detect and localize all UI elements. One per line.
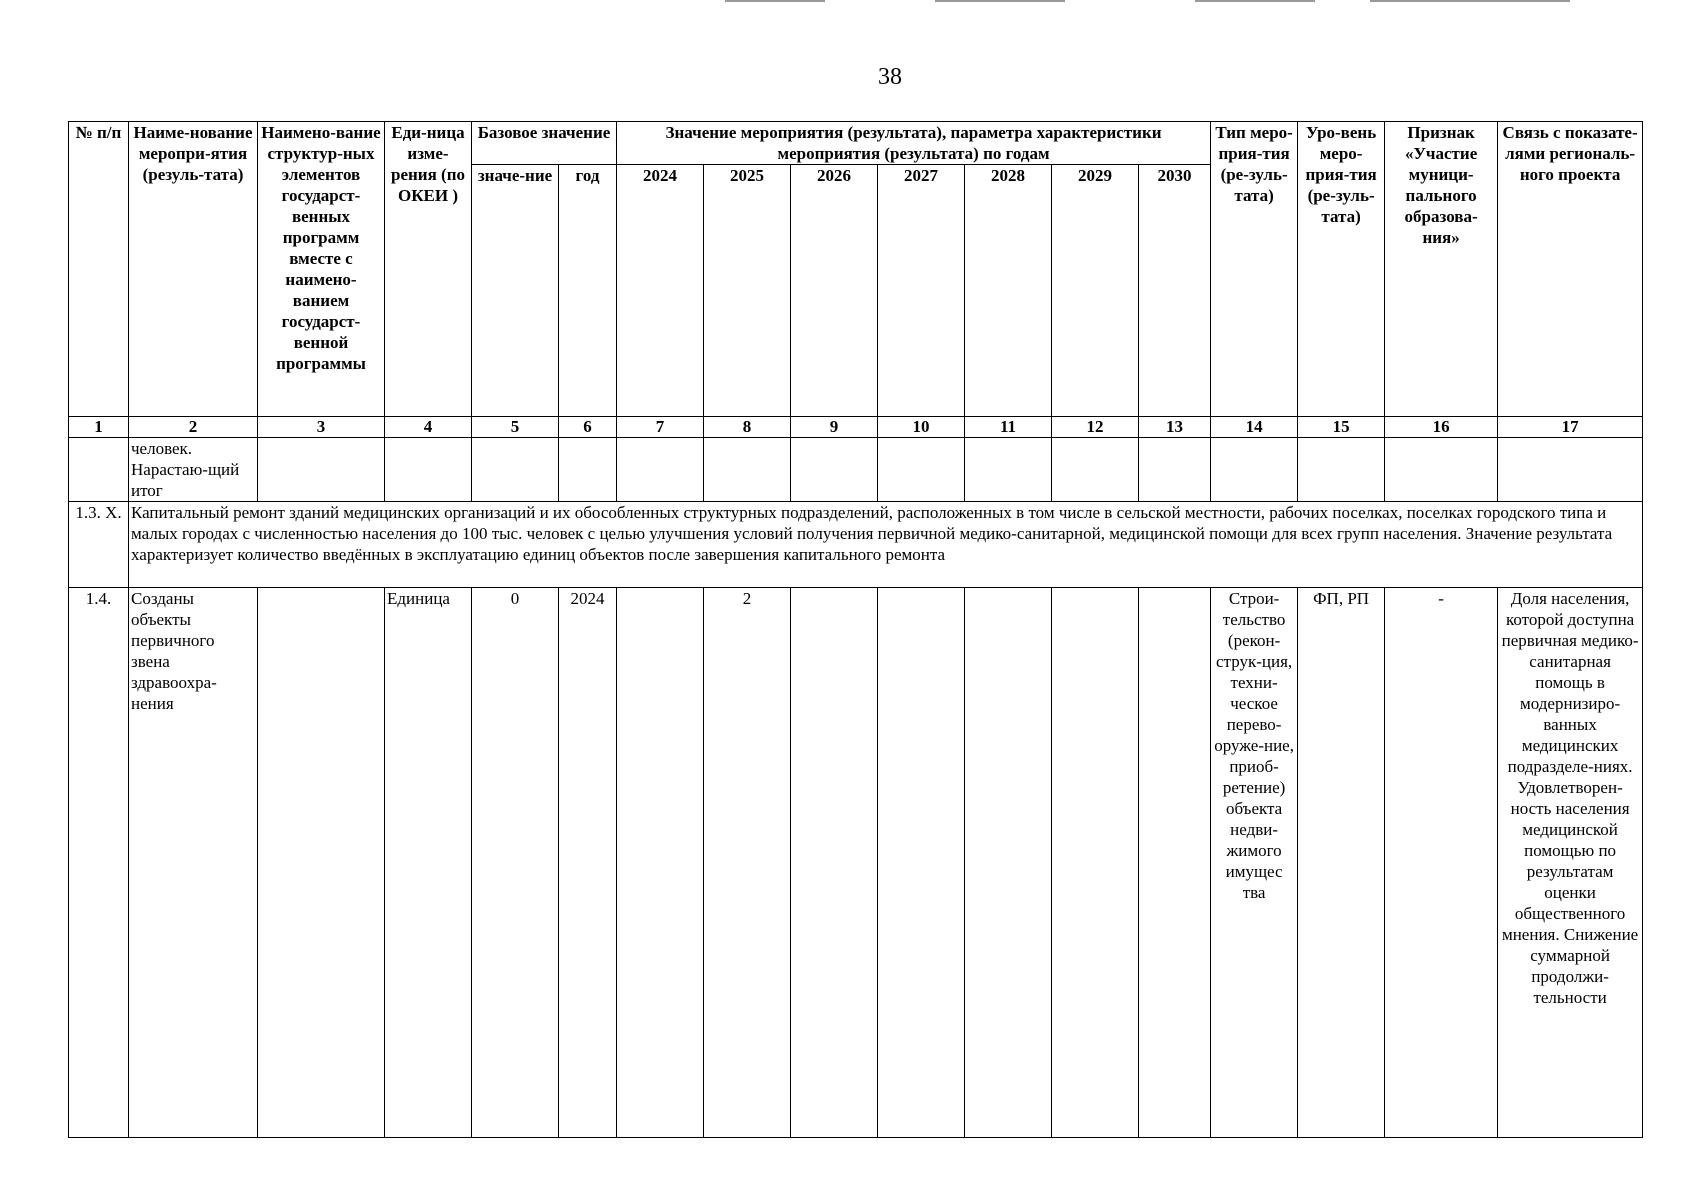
header-measure-type: Тип меро-прия-тия (ре-зуль-тата) — [1211, 122, 1298, 417]
item-number: 1.4. — [69, 588, 129, 1138]
empty-cell — [965, 588, 1052, 1138]
scan-edge-line — [1370, 0, 1570, 2]
column-number: 1 — [69, 417, 129, 438]
empty-cell — [878, 588, 965, 1138]
item-row — [69, 588, 1643, 1138]
scan-edge-line — [725, 0, 825, 2]
column-number-row — [69, 417, 1643, 438]
empty-cell — [791, 438, 878, 502]
empty-cell — [1052, 588, 1139, 1138]
header-year: 2025 — [704, 165, 791, 417]
empty-cell — [791, 588, 878, 1138]
page-number: 38 — [878, 64, 902, 90]
empty-cell — [385, 438, 472, 502]
empty-cell — [1298, 438, 1385, 502]
column-number: 11 — [965, 417, 1052, 438]
header-base-value-group: Базовое значение — [472, 122, 617, 165]
header-row-1 — [69, 122, 1643, 165]
header-years-group: Значение мероприятия (результата), параметра характеристики мероприятия (результата) по годам — [617, 122, 1211, 165]
item-unit: Единица — [385, 588, 472, 1138]
item-base-value: 0 — [472, 588, 559, 1138]
empty-cell — [1211, 438, 1298, 502]
column-number: 5 — [472, 417, 559, 438]
header-unit: Еди-ница изме-рения (по ОКЕИ ) — [385, 122, 472, 417]
column-number: 15 — [1298, 417, 1385, 438]
item-measure-level: ФП, РП — [1298, 588, 1385, 1138]
column-number: 6 — [559, 417, 617, 438]
header-measure-level: Уро-вень меро-прия-тия (ре-зуль-тата) — [1298, 122, 1385, 417]
header-measure-name: Наиме-нование меропри-ятия (резуль-тата) — [129, 122, 258, 417]
column-number: 12 — [1052, 417, 1139, 438]
empty-cell — [1139, 438, 1211, 502]
empty-cell — [965, 438, 1052, 502]
continuation-row — [69, 438, 1643, 502]
column-number: 4 — [385, 417, 472, 438]
continuation-measure-name: человек. Нарастаю-щий итог — [129, 438, 258, 502]
column-number: 17 — [1498, 417, 1643, 438]
column-number: 16 — [1385, 417, 1498, 438]
column-number: 7 — [617, 417, 704, 438]
column-number: 14 — [1211, 417, 1298, 438]
empty-cell — [1139, 588, 1211, 1138]
header-year: 2030 — [1139, 165, 1211, 417]
empty-cell — [617, 438, 704, 502]
header-base-year: год — [559, 165, 617, 417]
empty-cell — [704, 438, 791, 502]
item-measure-type: Строи-тельство (рекон-струк-ция, техни-ческое перево-оруже-ние, приоб-ретение) объекта недви-жимого имущес тва — [1211, 588, 1298, 1138]
header-year: 2029 — [1052, 165, 1139, 417]
empty-cell — [617, 588, 704, 1138]
empty-cell — [559, 438, 617, 502]
item-project-link: Доля населения, которой доступна первичная медико-санитарная помощь в модернизиро-ванных медицинских подразделе-ниях. Удовлетворен-ность населения медицинской помощью по результатам оценки общественного мнения. Снижение суммарной продолжи-тельности — [1498, 588, 1643, 1138]
header-year: 2027 — [878, 165, 965, 417]
item-municipal-flag: - — [1385, 588, 1498, 1138]
column-number: 8 — [704, 417, 791, 438]
header-year: 2028 — [965, 165, 1052, 417]
section-row — [69, 502, 1643, 588]
header-structural-elements: Наимено-вание структур-ных элементов государст-венных программ вместе с наимено-ванием государст-венной программы — [258, 122, 385, 417]
section-title: Капитальный ремонт зданий медицинских организаций и их обособленных структурных подразделений, расположенных в том числе в сельской местности, рабочих поселках, поселках городского типа и малых городах с численностью населения до 100 тыс. человек с целью улучшения условий получения первичной медико-санитарной, медицинской помощи для всех групп населения. Значение результата характеризует количество введённых в эксплуатацию единиц объектов после завершения капитального ремонта — [129, 502, 1643, 588]
empty-cell — [258, 588, 385, 1138]
scan-edge-line — [1195, 0, 1315, 2]
empty-cell — [258, 438, 385, 502]
empty-cell — [1052, 438, 1139, 502]
item-base-year: 2024 — [559, 588, 617, 1138]
measures-table — [68, 121, 1643, 1138]
header-year: 2026 — [791, 165, 878, 417]
column-number: 3 — [258, 417, 385, 438]
header-municipal-flag: Признак «Участие муници-пального образова-ния» — [1385, 122, 1498, 417]
column-number: 10 — [878, 417, 965, 438]
empty-cell — [1498, 438, 1643, 502]
section-number: 1.3. X. — [69, 502, 129, 588]
header-year: 2024 — [617, 165, 704, 417]
header-base-value: значе-ние — [472, 165, 559, 417]
header-number: № п/п — [69, 122, 129, 417]
column-number: 13 — [1139, 417, 1211, 438]
empty-cell — [472, 438, 559, 502]
empty-cell — [1385, 438, 1498, 502]
item-value-2025: 2 — [704, 588, 791, 1138]
column-number: 9 — [791, 417, 878, 438]
header-project-link: Связь с показате-лями региональ-ного проекта — [1498, 122, 1643, 417]
empty-cell — [878, 438, 965, 502]
column-number: 2 — [129, 417, 258, 438]
item-measure-name: Созданы объекты первичного звена здравоохра-нения — [129, 588, 258, 1138]
empty-cell — [69, 438, 129, 502]
scan-edge-line — [935, 0, 1065, 2]
